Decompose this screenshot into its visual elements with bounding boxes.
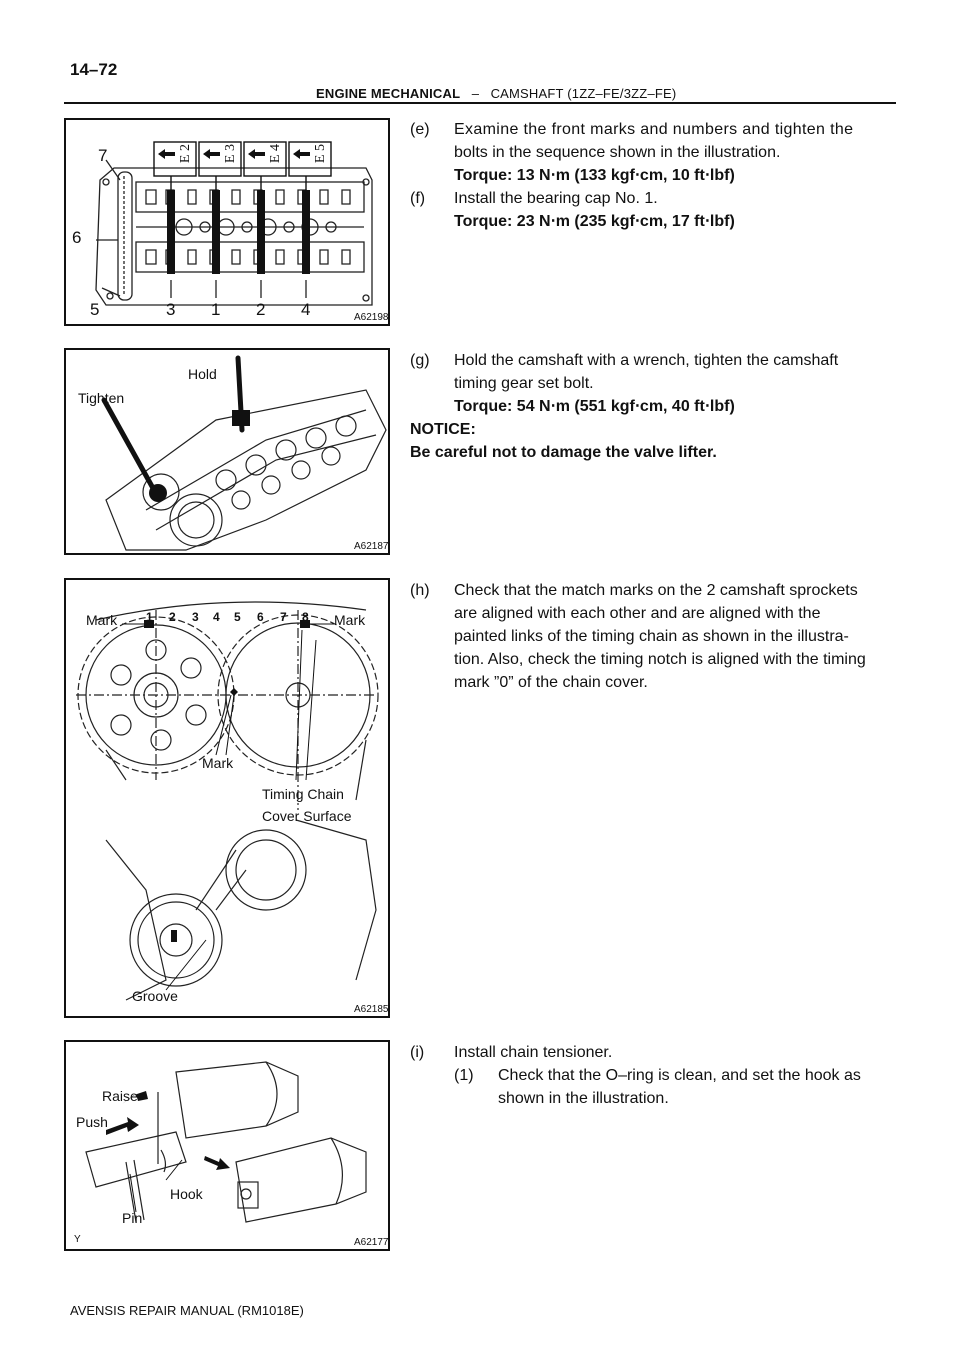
step-text: painted links of the timing chain as shown in the illustra- [454,628,849,645]
torque-spec: Torque: 23 N⋅m (235 kgf⋅cm, 17 ft⋅lbf) [454,213,735,230]
tensioner-drawing [66,1042,390,1251]
step-i-1 [410,1064,896,1110]
step-text: are aligned with each other and are aligned with the [454,605,821,622]
step-text: Hold the camshaft with a wrench, tighten the camshaft [454,352,839,369]
step-h-block [410,579,896,694]
torque-spec: Torque: 13 N⋅m (133 kgf⋅cm, 10 ft⋅lbf) [454,167,735,184]
step-g [410,349,896,418]
step-g-block [410,349,896,464]
figure-camshaft-cap-sequence [64,118,390,326]
header-rule [64,102,896,104]
link-number: 5 [234,610,241,624]
label-pin: Pin [122,1210,143,1226]
step-i-block [410,1041,896,1110]
label-mark-right: Mark [334,612,366,628]
link-number: 6 [257,610,264,624]
step-text: shown in the illustration. [498,1090,669,1107]
camshaft-wrench-drawing [66,350,390,555]
figure-code: A62187 [354,541,389,552]
figure-code: A62185 [354,1004,389,1015]
figure-y-mark: Y [74,1234,81,1245]
cap-label-e4: E 4 [268,144,283,164]
link-number: 7 [280,610,287,624]
bolt-number-5: 5 [90,300,100,319]
step-text: Install chain tensioner. [454,1044,613,1061]
cap-label-e5: E 5 [313,144,328,164]
step-text: bolts in the sequence shown in the illustration. [454,144,781,161]
page-number: 14–72 [70,60,118,79]
step-e [410,118,896,187]
figure-chain-tensioner [64,1040,390,1251]
step-text: Install the bearing cap No. 1. [454,190,658,207]
header-section: ENGINE MECHANICAL [316,86,461,101]
label-hook: Hook [170,1186,203,1202]
figure-hold-tighten [64,348,390,555]
header-subsection: CAMSHAFT (1ZZ–FE/3ZZ–FE) [490,86,677,101]
step-marker: (h) [410,582,430,599]
cap-label-e3: E 3 [223,144,238,164]
page-footer: AVENSIS REPAIR MANUAL (RM1018E) [70,1303,304,1318]
step-text: Check that the match marks on the 2 camshaft sprockets [454,582,858,599]
step-f [410,187,896,233]
step-marker: (i) [410,1044,425,1061]
link-number: 3 [192,610,199,624]
label-groove: Groove [132,988,178,1004]
label-push: Push [76,1114,108,1130]
label-timing-chain: Timing Chain [262,786,344,802]
step-text: mark ”0” of the chain cover. [454,674,648,691]
step-h [410,579,896,694]
figure-timing-marks [64,578,390,1018]
step-marker: (e) [410,121,430,138]
figure-code: A62198 [354,312,389,323]
step-marker: (f) [410,190,426,207]
link-number: 4 [213,610,220,624]
substep-marker: (1) [454,1067,474,1084]
link-number: 1 [146,610,153,624]
notice-heading: NOTICE: [410,421,476,438]
bolt-number-2: 2 [256,300,266,319]
label-mark-center: Mark [202,755,234,771]
bolt-number-4: 4 [301,300,311,319]
cap-label-e2: E 2 [178,144,193,164]
bolt-number-3: 3 [166,300,176,319]
bolt-number-6: 6 [72,228,82,247]
link-number: 2 [169,610,176,624]
bolt-number-7: 7 [98,146,108,165]
label-hold: Hold [188,366,217,382]
link-number: 8 [302,610,309,624]
step-text: timing gear set bolt. [454,375,594,392]
figure-code: A62177 [354,1237,389,1248]
step-marker: (g) [410,352,430,369]
label-raise: Raise [102,1088,138,1104]
step-text: Check that the O–ring is clean, and set the hook as [498,1067,861,1084]
notice-text: Be careful not to damage the valve lifter. [410,444,717,461]
page-header [316,86,676,101]
step-text: Examine the front marks and numbers and tighten the [454,121,854,138]
label-cover-surface: Cover Surface [262,808,352,824]
step-e-block [410,118,896,233]
torque-spec: Torque: 54 N⋅m (551 kgf⋅cm, 40 ft⋅lbf) [454,398,735,415]
header-separator: – [471,86,480,101]
step-i [410,1041,896,1064]
label-mark-left: Mark [86,612,118,628]
step-text: tion. Also, check the timing notch is aligned with the timing [454,651,866,668]
bolt-number-1: 1 [211,300,221,319]
label-tighten: Tighten [78,390,125,406]
